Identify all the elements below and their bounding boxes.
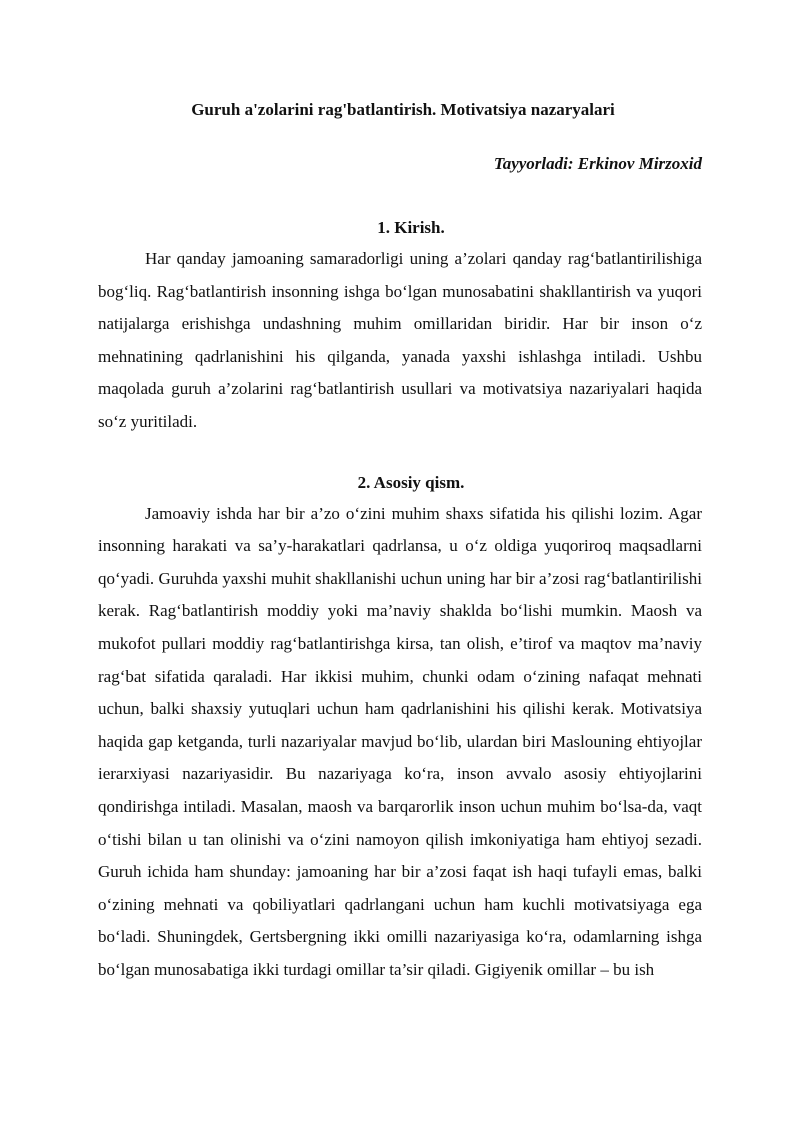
section-heading-main-part: 2. Asosiy qism. bbox=[357, 472, 465, 492]
document-title: Guruh a'zolarini rag'batlantirish. Motivatsiya nazaryalari bbox=[191, 100, 615, 119]
section-heading-introduction: 1. Kirish. bbox=[377, 218, 445, 237]
main-part-paragraph: Jamoaviy ishda har bir a’zo o‘zini muhim shaxs sifatida his qilishi lozim. Agar insonning harakati va sa’y-harakatlari qadrlansa, u o‘z oldiga yuqoriroq maqsadlarni qo‘yadi. Guruhda yaxshi muhit shakllanishi uchun uning har bir a’zosi rag‘batlantirilishi kerak. Rag‘batlantirish moddiy yoki ma’naviy shaklda bo‘lishi mumkin. Maosh va mukofot pullari moddiy rag‘batlantirishga kirsa, tan olish, e’tirof va maqtov ma’naviy rag‘bat sifatida qaraladi. Har ikkisi muhim, chunki odam o‘zining nafaqat mehnati uchun, balki shaxsiy yutuqlari uchun ham qadrlanishini his qilishi kerak. Motivatsiya haqida gap ketganda, turli nazariyalar mavjud bo‘lib, ulardan biri Maslouning ehtiyojlar ierarxiyasi nazariyasidir. Bu nazariyaga ko‘ra, inson avvalo asosiy ehtiyojlarini qondirishga intiladi. Masalan, maosh va barqarorlik inson uchun muhim bo‘lsa-da, vaqt o‘tishi bilan u tan olinishi va o‘zini namoyon qilish imkoniyatiga ham ehtiyoj sezadi. Guruh ichida ham shunday: jamoaning har bir a’zosi faqat ish haqi tufayli emas, balki o‘zining mehnati va qobiliyatlari qadrlangani uchun ham kuchli motivatsiyaga ega bo‘ladi. Shuningdek, Gertsbergning ikki omilli nazariyasiga ko‘ra, odamlarning ishga bo‘lgan munosabatiga ikki turdagi omillar ta’sir qiladi. Gigiyenik omillar – bu ish bbox=[98, 503, 702, 979]
introduction-paragraph: Har qanday jamoaning samaradorligi uning a’zolari qanday rag‘batlantirilishiga bog‘liq. Rag‘batlantirish insonning ishga bo‘lgan munosabatini shakllantirish va yuqori natijalarga erishishga undashning muhim omillaridan biridir. Har bir inson o‘z mehnatining qadrlanishini his qilganda, yanada yaxshi ishlashga intiladi. Ushbu maqolada guruh a’zolarini rag‘batlantirish usullari va motivatsiya nazariyalari haqida so‘z yuritiladi. bbox=[98, 249, 702, 431]
author-line: Tayyorladi: Erkinov Mirzoxid bbox=[493, 154, 702, 173]
document-page bbox=[98, 96, 702, 986]
